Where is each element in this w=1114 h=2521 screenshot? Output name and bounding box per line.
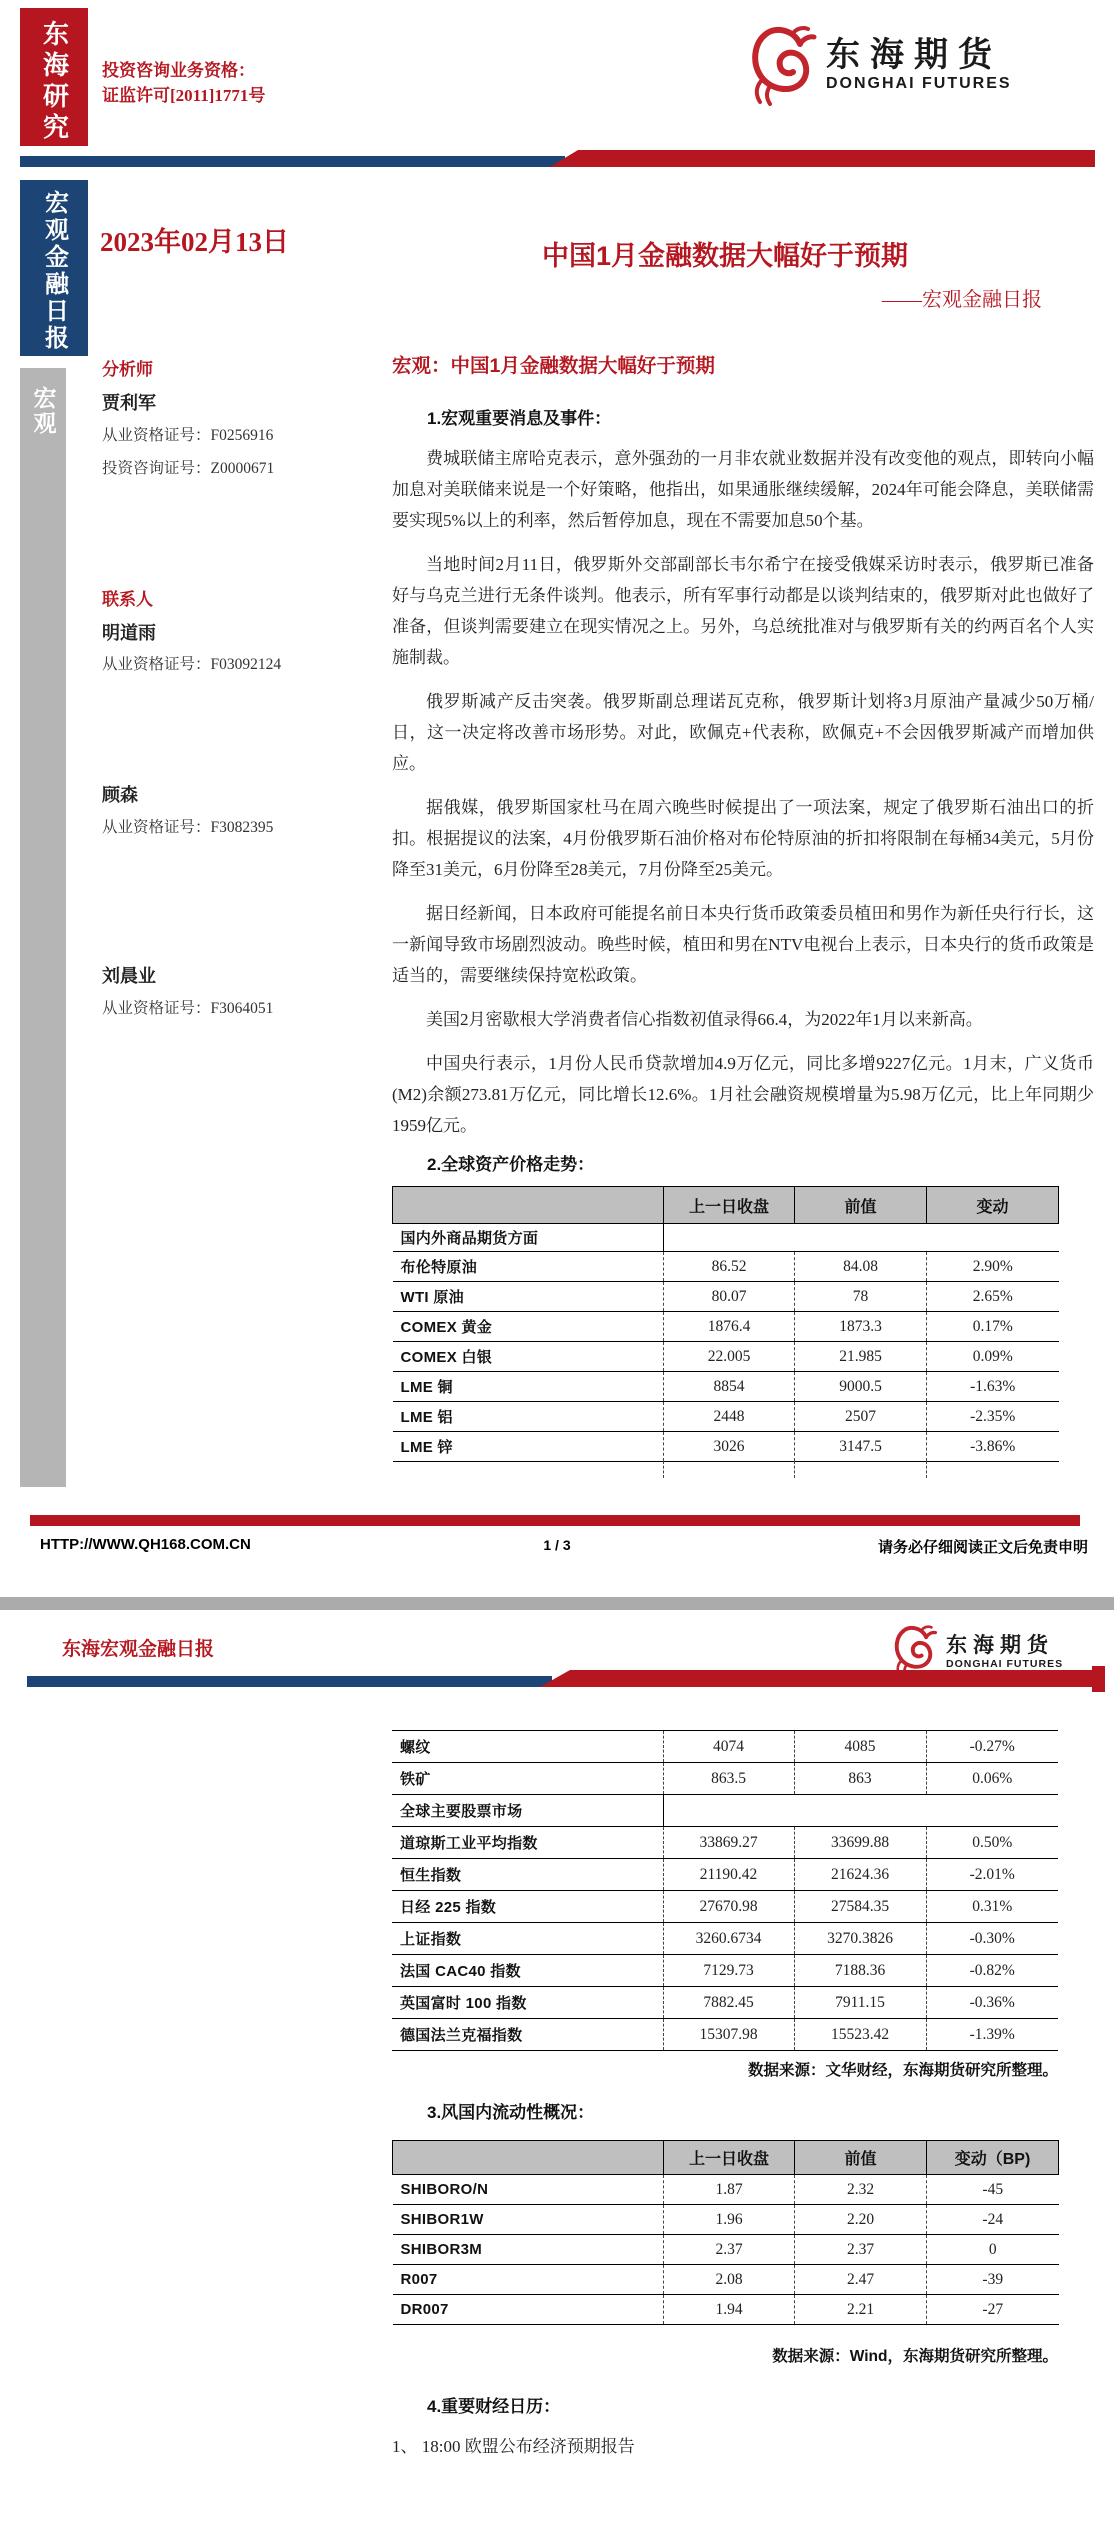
table-row: [392, 1731, 1058, 1763]
value-cell: [664, 1224, 795, 1252]
value-cell: 2.37: [664, 2235, 795, 2265]
top-bar-red: [540, 1670, 1092, 1687]
report-type-tag: [20, 180, 88, 356]
value-cell: 33699.88: [794, 1827, 926, 1859]
value-cell: 7911.15: [794, 1987, 926, 2019]
contact-cert: 从业资格证号：F3064051: [102, 1000, 274, 1017]
value-cell: 21190.42: [663, 1859, 794, 1891]
company-logo: [748, 22, 1012, 108]
research-tag-label: 东海研究: [39, 20, 69, 144]
table-row: [393, 2175, 1059, 2205]
table-cutoff-stub: [926, 1461, 927, 1478]
value-cell: 4085: [794, 1731, 926, 1763]
value-cell: 2.08: [664, 2265, 795, 2295]
row-label-cell: WTI 原油: [393, 1282, 664, 1312]
news-paragraph: 据日经新闻，日本政府可能提名前日本央行货币政策委员植田和男作为新任央行行长，这一新闻导致市场剧烈波动。晚些时候，植田和男在NTV电视台上表示，日本央行的货币政策是适当的，需要继续保持宽松政策。: [392, 904, 1094, 985]
row-label-cell: 日经 225 指数: [392, 1891, 663, 1923]
row-label-cell: 布伦特原油: [393, 1252, 664, 1282]
analyst-name: 贾利军: [102, 393, 156, 413]
value-cell: 1873.3: [795, 1312, 927, 1342]
contact-cert: 从业资格证号：F03092124: [102, 656, 282, 673]
value-cell: 863: [794, 1763, 926, 1795]
value-cell: 21624.36: [794, 1859, 926, 1891]
value-cell: 2.47: [795, 2265, 927, 2295]
analyst-cert: 从业资格证号：F0256916: [102, 427, 274, 444]
table-row: [392, 1795, 1058, 1827]
news-paragraph: 美国2月密歇根大学消费者信心指数初值录得66.4，为2022年1月以来新高。: [426, 1010, 983, 1029]
row-label-cell: 道琼斯工业平均指数: [392, 1827, 663, 1859]
table-row: [393, 1282, 1059, 1312]
row-label-cell: SHIBOR3M: [393, 2235, 664, 2265]
table-row: [392, 2019, 1058, 2051]
contact-name: 明道雨: [102, 623, 156, 643]
footer-url[interactable]: HTTP://WWW.QH168.COM.CN: [40, 1536, 251, 1553]
table-row: [392, 1955, 1058, 1987]
value-cell: 3147.5: [795, 1432, 927, 1462]
table-header-cell: 变动（BP): [927, 2141, 1059, 2175]
value-cell: 2507: [795, 1402, 927, 1432]
row-label-cell: 恒生指数: [392, 1859, 663, 1891]
report-date: 2023年02月13日: [100, 227, 289, 257]
value-cell: 0: [927, 2235, 1059, 2265]
value-cell: 86.52: [664, 1252, 795, 1282]
category-tag: [20, 368, 66, 1487]
table-header-cell: 上一日收盘: [664, 2141, 795, 2175]
table-header-row: [393, 2141, 1059, 2175]
report-body: [392, 350, 1094, 1154]
value-cell: -27: [927, 2295, 1059, 2325]
contact-cert: 从业资格证号：F3082395: [102, 819, 274, 836]
value-cell: 7129.73: [663, 1955, 794, 1987]
table-row: [393, 2295, 1059, 2325]
table-row: [393, 1224, 1059, 1252]
calendar-heading: 4.重要财经日历：: [427, 2397, 561, 2416]
row-label-cell: 英国富时 100 指数: [392, 1987, 663, 2019]
table-header-cell: 变动: [927, 1187, 1059, 1224]
logo-en: DONGHAI FUTURES: [946, 1657, 1064, 1670]
value-cell: 2.21: [795, 2295, 927, 2325]
row-label-cell: COMEX 黄金: [393, 1312, 664, 1342]
table-row: [392, 1987, 1058, 2019]
top-bar-blue: [20, 156, 565, 167]
row-label-cell: COMEX 白银: [393, 1342, 664, 1372]
row-label-cell: 铁矿: [392, 1763, 663, 1795]
value-cell: 8854: [664, 1372, 795, 1402]
value-cell: 78: [795, 1282, 927, 1312]
table-header-cell: [393, 2141, 664, 2175]
dragon-logo-icon: [748, 22, 818, 108]
report-type-label: 宏观金融日报: [40, 190, 67, 352]
value-cell: 2.32: [795, 2175, 927, 2205]
value-cell: [663, 1795, 794, 1827]
contact-name: 刘晨业: [102, 966, 156, 986]
value-cell: 3270.3826: [794, 1923, 926, 1955]
value-cell: 0.06%: [926, 1763, 1058, 1795]
header-red-block: [1092, 1666, 1105, 1692]
value-cell: 2.90%: [927, 1252, 1059, 1282]
table-cutoff-stub: [794, 1461, 795, 1478]
row-label-cell: 全球主要股票市场: [392, 1795, 663, 1827]
value-cell: 22.005: [664, 1342, 795, 1372]
value-cell: 0.50%: [926, 1827, 1058, 1859]
value-cell: 2.65%: [927, 1282, 1059, 1312]
value-cell: -0.30%: [926, 1923, 1058, 1955]
news-paragraph: 当地时间2月11日，俄罗斯外交部副部长韦尔希宁在接受俄媒采访时表示，俄罗斯已准备好与乌克兰进行无条件谈判。他表示，所有军事行动都是以谈判结束的，俄罗斯对此也做好了准备，但谈判需要建立在现实情况之上。另外，乌总统批准对与俄罗斯有关的约两百名个人实施制裁。: [392, 555, 1094, 667]
qualification-line-1: 投资咨询业务资格：: [102, 61, 255, 80]
liquidity-heading: 3.风国内流动性概况：: [427, 2103, 595, 2122]
qualification-text: [102, 58, 265, 108]
row-label-cell: DR007: [393, 2295, 664, 2325]
value-cell: 9000.5: [795, 1372, 927, 1402]
news-paragraph: 据俄媒，俄罗斯国家杜马在周六晚些时候提出了一项法案，规定了俄罗斯石油出口的折扣。根据提议的法案，4月份俄罗斯石油价格对布伦特原油的折扣将限制在每桶34美元，5月份降至31美元，6月份降至28美元，7月份降至25美元。: [392, 798, 1094, 879]
calendar-item: 1、 18:00 欧盟公布经济预期报告: [392, 2437, 635, 2456]
top-bar-blue: [27, 1676, 552, 1687]
table-row: [392, 1763, 1058, 1795]
news-heading: 1.宏观重要消息及事件：: [427, 409, 612, 428]
row-label-cell: R007: [393, 2265, 664, 2295]
value-cell: 2.20: [795, 2205, 927, 2235]
report-title: 中国1月金融数据大幅好于预期: [541, 241, 908, 271]
footer-page-number: 1 / 3: [543, 1537, 571, 1553]
value-cell: -2.01%: [926, 1859, 1058, 1891]
row-label-cell: 上证指数: [392, 1923, 663, 1955]
contact-name: 顾森: [102, 785, 138, 805]
table-header-cell: 前值: [795, 1187, 927, 1224]
value-cell: 15307.98: [663, 2019, 794, 2051]
value-cell: -1.39%: [926, 2019, 1058, 2051]
value-cell: [927, 1224, 1059, 1252]
table-row: [393, 1342, 1059, 1372]
row-label-cell: LME 铜: [393, 1372, 664, 1402]
table-row: [393, 1372, 1059, 1402]
category-label: 宏观: [30, 386, 56, 436]
footer-bar: [30, 1515, 1080, 1526]
value-cell: 1.96: [664, 2205, 795, 2235]
value-cell: -39: [927, 2265, 1059, 2295]
value-cell: -0.36%: [926, 1987, 1058, 2019]
logo-cn: 东海期货: [826, 37, 1002, 74]
assets-heading: 2.全球资产价格走势：: [427, 1155, 595, 1174]
row-label-cell: 螺纹: [392, 1731, 663, 1763]
data-source-note-1: 数据来源：文华财经，东海期货研究所整理。: [747, 2062, 1058, 2079]
table-row: [393, 1402, 1059, 1432]
table-row: [392, 1827, 1058, 1859]
page2-header-title: 东海宏观金融日报: [62, 1639, 215, 1660]
row-label-cell: 国内外商品期货方面: [393, 1224, 664, 1252]
value-cell: [926, 1795, 1058, 1827]
footer-disclaimer: 请务必仔细阅读正文后免责申明: [877, 1539, 1088, 1556]
contact-label: 联系人: [102, 590, 153, 609]
qualification-line-2: 证监许可[2011]1771号: [102, 86, 266, 105]
value-cell: -1.63%: [927, 1372, 1059, 1402]
value-cell: 27584.35: [794, 1891, 926, 1923]
row-label-cell: SHIBOR1W: [393, 2205, 664, 2235]
top-bar-red: [550, 150, 1095, 167]
row-label-cell: 德国法兰克福指数: [392, 2019, 663, 2051]
news-paragraph: 俄罗斯减产反击突袭。俄罗斯副总理诺瓦克称，俄罗斯计划将3月原油产量减少50万桶/日，这一决定将改善市场形势。对此，欧佩克+代表称，欧佩克+不会因俄罗斯减产而增加供应。: [392, 692, 1094, 773]
table-row: [393, 1312, 1059, 1342]
row-label-cell: LME 锌: [393, 1432, 664, 1462]
liquidity-table: [392, 2140, 1059, 2325]
row-label-cell: LME 铝: [393, 1402, 664, 1432]
value-cell: 4074: [663, 1731, 794, 1763]
table-row: [392, 1859, 1058, 1891]
value-cell: 84.08: [795, 1252, 927, 1282]
logo-text: [826, 37, 1012, 93]
value-cell: 33869.27: [663, 1827, 794, 1859]
table-header-cell: 上一日收盘: [664, 1187, 795, 1224]
value-cell: -3.86%: [927, 1432, 1059, 1462]
table-header-cell: 前值: [795, 2141, 927, 2175]
advisor-cert: 投资咨询证号：Z0000671: [102, 460, 275, 477]
value-cell: [795, 1224, 927, 1252]
value-cell: 80.07: [664, 1282, 795, 1312]
value-cell: 7882.45: [663, 1987, 794, 2019]
table-row: [392, 1891, 1058, 1923]
value-cell: 0.17%: [927, 1312, 1059, 1342]
value-cell: 2.37: [795, 2235, 927, 2265]
data-source-note-2: 数据来源：Wind，东海期货研究所整理。: [772, 2348, 1058, 2365]
table-row: [392, 1923, 1058, 1955]
logo-text: [946, 1633, 1063, 1670]
value-cell: 7188.36: [794, 1955, 926, 1987]
table-row: [393, 1252, 1059, 1282]
value-cell: 1.94: [664, 2295, 795, 2325]
value-cell: 15523.42: [794, 2019, 926, 2051]
value-cell: -0.82%: [926, 1955, 1058, 1987]
assets-table-continued: [392, 1730, 1058, 2051]
table-header-row: [393, 1187, 1059, 1224]
table-row: [393, 1432, 1059, 1462]
value-cell: 0.31%: [926, 1891, 1058, 1923]
value-cell: 2448: [664, 1402, 795, 1432]
value-cell: 21.985: [795, 1342, 927, 1372]
research-tag: [20, 8, 88, 146]
table-cutoff-stub: [663, 1461, 664, 1478]
row-label-cell: 法国 CAC40 指数: [392, 1955, 663, 1987]
table-row: [393, 2235, 1059, 2265]
value-cell: 1876.4: [664, 1312, 795, 1342]
global-assets-table: [392, 1186, 1059, 1462]
analyst-label: 分析师: [102, 360, 153, 379]
value-cell: -2.35%: [927, 1402, 1059, 1432]
table-row: [393, 2205, 1059, 2235]
row-label-cell: SHIBORO/N: [393, 2175, 664, 2205]
value-cell: 863.5: [663, 1763, 794, 1795]
value-cell: 0.09%: [927, 1342, 1059, 1372]
table-row: [393, 2265, 1059, 2295]
table-header-cell: [393, 1187, 664, 1224]
news-paragraph: 中国央行表示，1月份人民币贷款增加4.9万亿元，同比多增9227亿元。1月末，广义货币(M2)余额273.81万亿元，同比增长12.6%。1月社会融资规模增量为5.98万亿元，比上年同期少1959亿元。: [392, 1054, 1094, 1135]
report-subtitle: ——宏观金融日报: [882, 289, 1042, 311]
value-cell: 27670.98: [663, 1891, 794, 1923]
page-separator: [0, 1597, 1114, 1610]
value-cell: 1.87: [664, 2175, 795, 2205]
value-cell: [794, 1795, 926, 1827]
logo-en: DONGHAI FUTURES: [826, 75, 1012, 92]
news-paragraph: 费城联储主席哈克表示，意外强劲的一月非农就业数据并没有改变他的观点，即转向小幅加息对美联储来说是一个好策略，他指出，如果通胀继续缓解，2024年可能会降息，美联储需要实现5%以上的利率，然后暂停加息，现在不需要加息50个基。: [392, 449, 1094, 530]
value-cell: 3260.6734: [663, 1923, 794, 1955]
value-cell: -24: [927, 2205, 1059, 2235]
value-cell: -0.27%: [926, 1731, 1058, 1763]
logo-cn: 东海期货: [946, 1632, 1054, 1657]
value-cell: 3026: [664, 1432, 795, 1462]
value-cell: -45: [927, 2175, 1059, 2205]
macro-section-heading: 宏观：中国1月金融数据大幅好于预期: [392, 355, 715, 377]
